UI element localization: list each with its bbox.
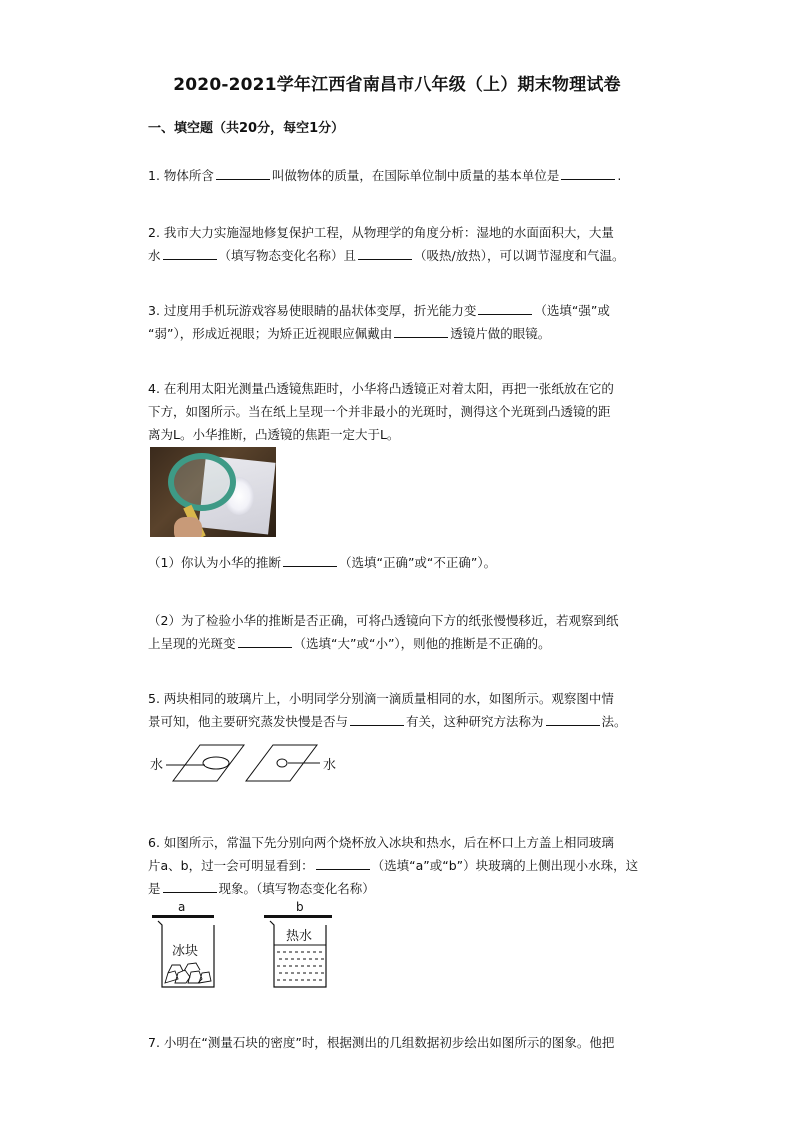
answer-blank[interactable] (316, 855, 370, 870)
answer-blank[interactable] (478, 300, 532, 315)
hot-water-label: 热水 (286, 929, 313, 944)
answer-blank[interactable] (238, 633, 292, 648)
answer-blank[interactable] (163, 245, 217, 260)
glass-label-a: a (178, 900, 186, 914)
question-4-part-2: （2）为了检验小华的推断是否正确，可将凸透镜向下方的纸张慢慢移近，若观察到纸 上呈现的光斑变 （选填“大”或“小”），则他的推断是不正确的。 (148, 613, 619, 651)
water-drop-small (277, 759, 287, 767)
question-3: 3. 过度用手机玩游戏容易使眼睛的晶状体变厚，折光能力变 （选填“强”或 “弱”），形成近视眼；为矫正近视眼应佩戴由 透镜片做的眼镜。 (148, 299, 668, 345)
question-1: 1. 物体所含 叫做物体的质量，在国际单位制中质量的基本单位是 . (148, 164, 668, 187)
water-label-right: 水 (323, 758, 337, 773)
water-drop-large (203, 757, 229, 769)
answer-blank[interactable] (561, 165, 615, 180)
hand (174, 517, 202, 537)
water-hatching (277, 952, 324, 980)
question-4-part-1: （1）你认为小华的推断 （选填“正确”或“不正确”）。 (148, 551, 668, 574)
section-heading: 一、填空题（共20分，每空1分） (148, 121, 345, 136)
question-4: 4. 在利用太阳光测量凸透镜焦距时，小华将凸透镜正对着太阳，再把一张纸放在它的 下方，如图所示。当在纸上呈现一个并非最小的光斑时，测得这个光斑到凸透镜的距 离为L。小华推断，凸透镜的焦距一定大于L。 (148, 381, 614, 442)
exam-title: 2020-2021学年江西省南昌市八年级（上）期末物理试卷 (173, 75, 621, 95)
answer-blank[interactable] (358, 245, 412, 260)
glass-slide-left (173, 745, 244, 781)
question-5: 5. 两块相同的玻璃片上，小明同学分别滴一滴质量相同的水，如图所示。观察图中情 景可知，他主要研究蒸发快慢是否与 有关，这种研究方法称为 法。 (148, 691, 627, 729)
glass-plate-a (152, 915, 214, 918)
ice-cubes (165, 963, 211, 983)
lens-photo (150, 447, 276, 537)
answer-blank[interactable] (283, 552, 337, 567)
question-7: 7. 小明在“测量石块的密度”时，根据测出的几组数据初步绘出如图所示的图象。他把 (148, 1035, 615, 1050)
question-2: 2. 我市大力实施湿地修复保护工程，从物理学的角度分析：湿地的水面面积大，大量 水 （填写物态变化名称）且 （吸热/放热），可以调节湿度和气温。 (148, 225, 625, 263)
question-6: 6. 如图所示，常温下先分别向两个烧杯放入冰块和热水，后在杯口上方盖上相同玻璃 片a、b，过一会可明显看到： （选填“a”或“b”）块玻璃的上侧出现小水珠，这 是 现象。（填写物态变化名称） (148, 835, 639, 896)
answer-blank[interactable] (350, 711, 404, 726)
ice-label: 冰块 (172, 944, 199, 959)
water-label-left: 水 (150, 758, 164, 773)
beakers-figure (148, 897, 348, 991)
glass-plate-b (264, 915, 332, 918)
answer-blank[interactable] (163, 878, 217, 893)
answer-blank[interactable] (216, 165, 270, 180)
answer-blank[interactable] (546, 711, 600, 726)
glass-label-b: b (296, 900, 304, 914)
magnifier-lens (168, 453, 236, 511)
glass-slides-figure (148, 743, 348, 783)
answer-blank[interactable] (394, 323, 448, 338)
